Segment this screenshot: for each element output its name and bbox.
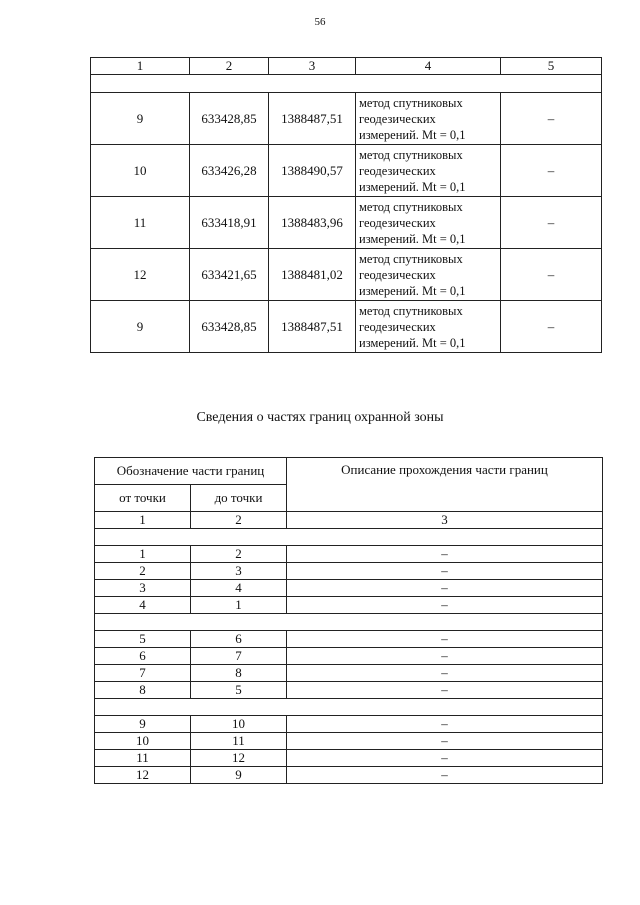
parts-header-row: [95, 458, 603, 485]
to-point: 10: [191, 716, 287, 733]
table-row: [95, 682, 603, 699]
table-row: [95, 631, 603, 648]
method-description: метод спутниковых геодезических измерений. Mt = 0,1: [356, 197, 501, 249]
table-row: [95, 665, 603, 682]
to-point: 8: [191, 665, 287, 682]
to-point: 1: [191, 597, 287, 614]
column-number: 1: [91, 58, 190, 75]
note-dash: –: [501, 145, 602, 197]
coordinates-table: [90, 57, 602, 353]
to-point: 12: [191, 750, 287, 767]
table-row: [91, 93, 602, 145]
description-dash: –: [287, 682, 603, 699]
coordinate-x: 633418,91: [190, 197, 269, 249]
note-dash: –: [501, 93, 602, 145]
note-dash: –: [501, 197, 602, 249]
blank-cell: [95, 529, 603, 546]
blank-row: [95, 614, 603, 631]
coordinate-y: 1388487,51: [269, 301, 356, 353]
header-description: Описание прохождения части границ: [287, 458, 603, 512]
to-point: 6: [191, 631, 287, 648]
coordinate-x: 633426,28: [190, 145, 269, 197]
note-dash: –: [501, 249, 602, 301]
table-row: [95, 597, 603, 614]
table-row: [95, 767, 603, 784]
table-row: [95, 733, 603, 750]
blank-cell: [95, 614, 603, 631]
description-dash: –: [287, 597, 603, 614]
from-point: 9: [95, 716, 191, 733]
column-number: 3: [269, 58, 356, 75]
point-number: 12: [91, 249, 190, 301]
table-row: [95, 546, 603, 563]
from-point: 12: [95, 767, 191, 784]
table-row: [95, 750, 603, 767]
from-point: 8: [95, 682, 191, 699]
to-point: 9: [191, 767, 287, 784]
page-number: 56: [314, 16, 326, 28]
table-row: [95, 580, 603, 597]
from-point: 2: [95, 563, 191, 580]
section-title: Сведения о частях границ охранной зоны: [196, 410, 444, 425]
from-point: 1: [95, 546, 191, 563]
to-point: 5: [191, 682, 287, 699]
column-number-row: [95, 512, 603, 529]
description-dash: –: [287, 750, 603, 767]
from-point: 4: [95, 597, 191, 614]
method-description: метод спутниковых геодезических измерений. Mt = 0,1: [356, 145, 501, 197]
header-to-point: до точки: [191, 485, 287, 512]
blank-row: [95, 529, 603, 546]
from-point: 11: [95, 750, 191, 767]
coordinate-y: 1388490,57: [269, 145, 356, 197]
coordinate-y: 1388481,02: [269, 249, 356, 301]
blank-row: [95, 699, 603, 716]
point-number: 10: [91, 145, 190, 197]
coordinate-x: 633428,85: [190, 93, 269, 145]
description-dash: –: [287, 767, 603, 784]
coordinate-y: 1388483,96: [269, 197, 356, 249]
from-point: 10: [95, 733, 191, 750]
description-dash: –: [287, 733, 603, 750]
description-dash: –: [287, 665, 603, 682]
blank-row: [91, 75, 602, 93]
note-dash: –: [501, 301, 602, 353]
column-number: 2: [191, 512, 287, 529]
point-number: 9: [91, 93, 190, 145]
column-number: 1: [95, 512, 191, 529]
table-row: [95, 563, 603, 580]
header-boundary-part: Обозначение части границ: [95, 458, 287, 485]
coordinates-table-body: [91, 58, 602, 353]
description-dash: –: [287, 563, 603, 580]
blank-cell: [95, 699, 603, 716]
method-description: метод спутниковых геодезических измерений. Mt = 0,1: [356, 249, 501, 301]
blank-cell: [91, 75, 602, 93]
coordinate-x: 633421,65: [190, 249, 269, 301]
description-dash: –: [287, 546, 603, 563]
table-row: [91, 145, 602, 197]
coordinate-x: 633428,85: [190, 301, 269, 353]
description-dash: –: [287, 631, 603, 648]
table-row: [91, 197, 602, 249]
table-row: [95, 648, 603, 665]
method-description: метод спутниковых геодезических измерений. Mt = 0,1: [356, 301, 501, 353]
column-number: 2: [190, 58, 269, 75]
header-from-point: от точки: [95, 485, 191, 512]
description-dash: –: [287, 648, 603, 665]
coordinate-y: 1388487,51: [269, 93, 356, 145]
from-point: 7: [95, 665, 191, 682]
column-number: 4: [356, 58, 501, 75]
to-point: 11: [191, 733, 287, 750]
point-number: 11: [91, 197, 190, 249]
to-point: 4: [191, 580, 287, 597]
to-point: 3: [191, 563, 287, 580]
column-number: 5: [501, 58, 602, 75]
boundary-parts-table-body: [95, 458, 603, 784]
method-description: метод спутниковых геодезических измерений. Mt = 0,1: [356, 93, 501, 145]
from-point: 5: [95, 631, 191, 648]
table-row: [95, 716, 603, 733]
to-point: 7: [191, 648, 287, 665]
column-number-row: [91, 58, 602, 75]
point-number: 9: [91, 301, 190, 353]
to-point: 2: [191, 546, 287, 563]
column-number: 3: [287, 512, 603, 529]
from-point: 6: [95, 648, 191, 665]
description-dash: –: [287, 716, 603, 733]
from-point: 3: [95, 580, 191, 597]
table-row: [91, 249, 602, 301]
boundary-parts-table: [94, 457, 603, 784]
description-dash: –: [287, 580, 603, 597]
table-row: [91, 301, 602, 353]
